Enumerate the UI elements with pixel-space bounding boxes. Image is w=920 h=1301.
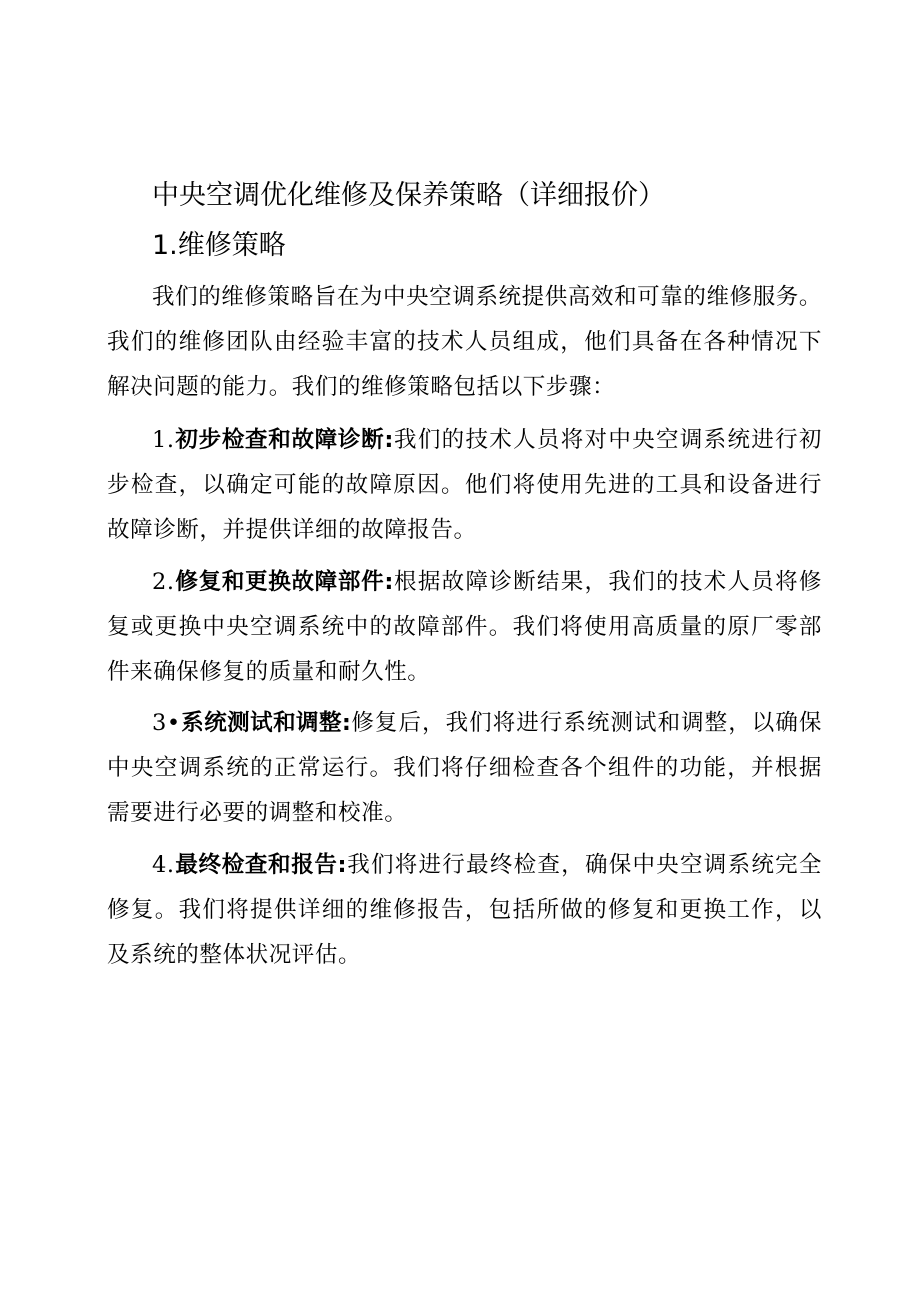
step-text: 我们的技术人员将对中央空调系统进行初步检查，以确定可能的故障原因。他们将使用先进的工具和设备进行故障诊断，并提供详细的故障报告。 xyxy=(107,427,822,543)
step-label: 最终检查和报告: xyxy=(174,852,347,878)
step-label: 系统测试和调整: xyxy=(180,710,351,736)
intro-paragraph: 我们的维修策略旨在为中央空调系统提供高效和可靠的维修服务。我们的维修团队由经验丰富的技术人员组成，他们具备在各种情况下解决问题的能力。我们的维修策略包括以下步骤： xyxy=(107,284,822,400)
step-label: 初步检查和故障诊断: xyxy=(174,427,394,453)
step-number: 4. xyxy=(152,852,175,878)
step-label: 修复和更换故障部件: xyxy=(174,569,394,595)
step-paragraph-1 xyxy=(107,418,822,553)
step-paragraph-3 xyxy=(107,701,822,836)
step-paragraph-2 xyxy=(107,560,822,695)
step-text: 修复后，我们将进行系统测试和调整，以确保中央空调系统的正常运行。我们将仔细检查各个组件的功能，并根据需要进行必要的调整和校准。 xyxy=(107,710,822,826)
step-paragraph-4 xyxy=(107,843,822,978)
step-text: 我们将进行最终检查，确保中央空调系统完全修复。我们将提供详细的维修报告，包括所做的修复和更换工作，以及系统的整体状况评估。 xyxy=(107,852,822,968)
step-number: 1. xyxy=(152,427,175,453)
document-title: 中央空调优化维修及保养策略（详细报价） xyxy=(152,180,665,211)
step-text: 根据故障诊断结果，我们的技术人员将修复或更换中央空调系统中的故障部件。我们将使用高质量的原厂零部件来确保修复的质量和耐久性。 xyxy=(107,569,822,685)
step-number: 3• xyxy=(152,710,181,736)
section-heading: 1.维修策略 xyxy=(152,230,286,261)
step-number: 2. xyxy=(152,569,175,595)
